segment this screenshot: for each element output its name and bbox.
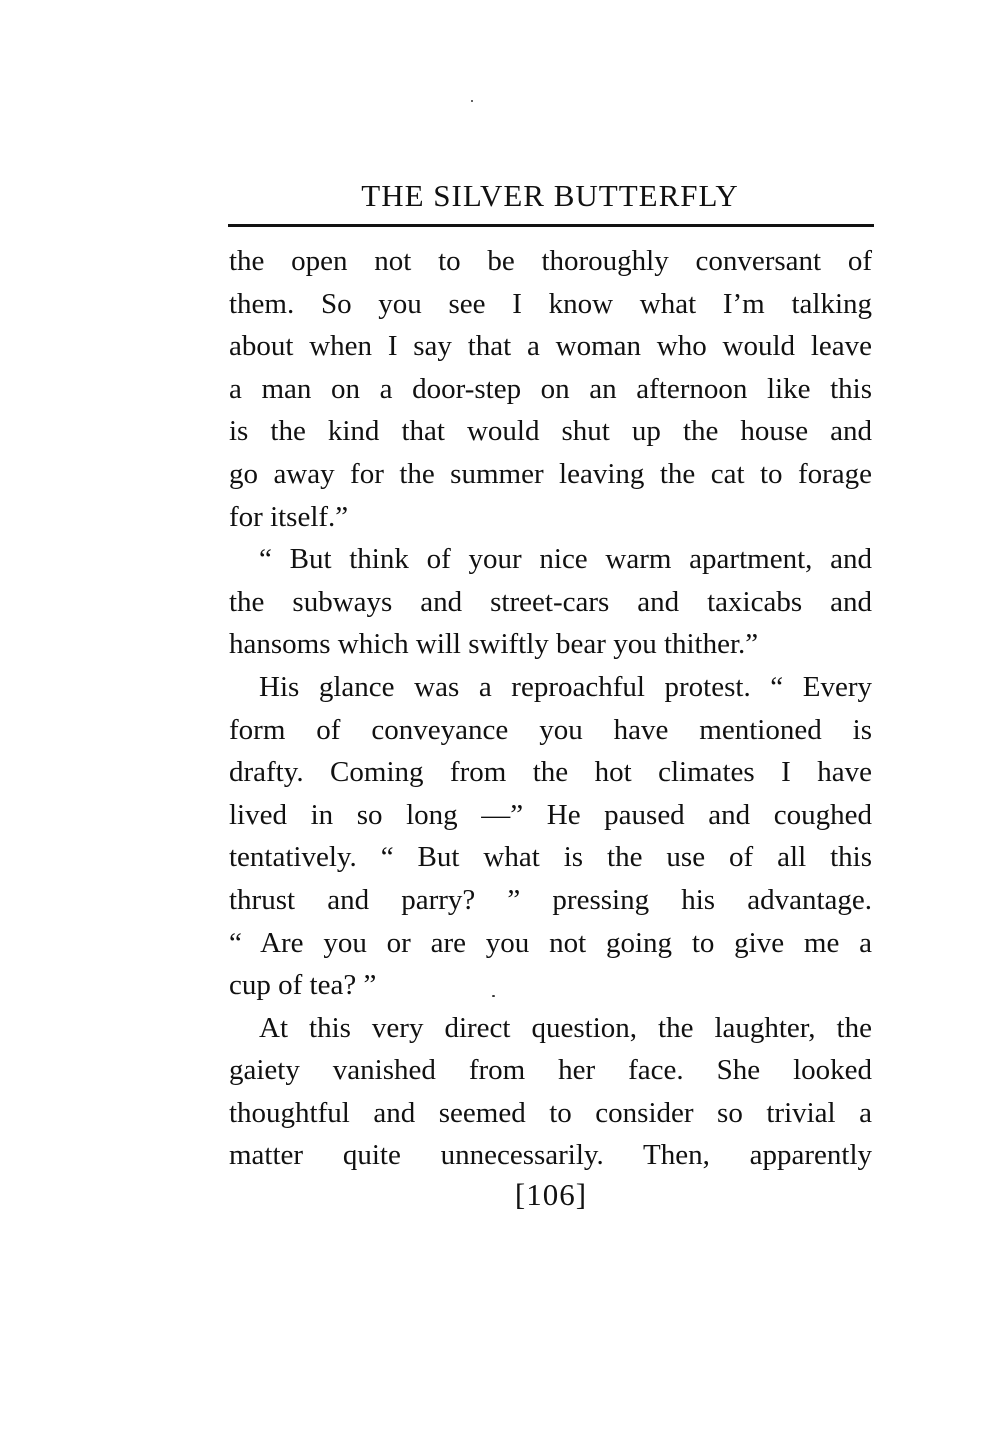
- text-line: drafty. Coming from the hot climates I have: [229, 756, 872, 789]
- text-line: go away for the summer leaving the cat to forage: [229, 457, 872, 490]
- text-line: is the kind that would shut up the house and: [229, 415, 872, 448]
- header-rule: [228, 224, 874, 227]
- text-line: His glance was a reproachful protest. “ Every: [259, 670, 872, 703]
- text-line: “ But think of your nice warm apartment, and: [259, 543, 872, 576]
- text-line: a man on a door-step on an afternoon like this: [229, 372, 872, 405]
- text-line: for itself.”: [229, 500, 349, 533]
- text-line: At this very direct question, the laughter, the: [259, 1011, 872, 1044]
- text-line: the open not to be thoroughly conversant of: [229, 245, 872, 277]
- text-line: about when I say that a woman who would leave: [229, 330, 872, 363]
- text-line: form of conveyance you have mentioned is: [229, 713, 872, 746]
- text-line: cup of tea? ”: [229, 969, 377, 1002]
- text-line: thrust and parry? ” pressing his advantage.: [229, 883, 872, 916]
- text-line: gaiety vanished from her face. She looked: [229, 1054, 872, 1087]
- text-line: the subways and street-cars and taxicabs and: [229, 585, 872, 618]
- scan-speck: [492, 995, 495, 997]
- text-line: hansoms which will swiftly bear you thither.”: [229, 628, 759, 661]
- page-number: [106]: [514, 1177, 588, 1212]
- text-line: lived in so long —” He paused and coughed: [229, 798, 872, 831]
- text-line: tentatively. “ But what is the use of all this: [229, 841, 872, 874]
- text-line: thoughtful and seemed to consider so trivial a: [229, 1096, 872, 1129]
- running-title: THE SILVER BUTTERFLY: [361, 178, 739, 213]
- text-line: “ Are you or are you not going to give me a: [229, 926, 872, 959]
- scan-speck: [471, 100, 473, 102]
- text-line: them. So you see I know what I’m talking: [229, 287, 872, 320]
- body-text: [229, 240, 872, 1177]
- text-line: matter quite unnecessarily. Then, apparently: [229, 1139, 872, 1172]
